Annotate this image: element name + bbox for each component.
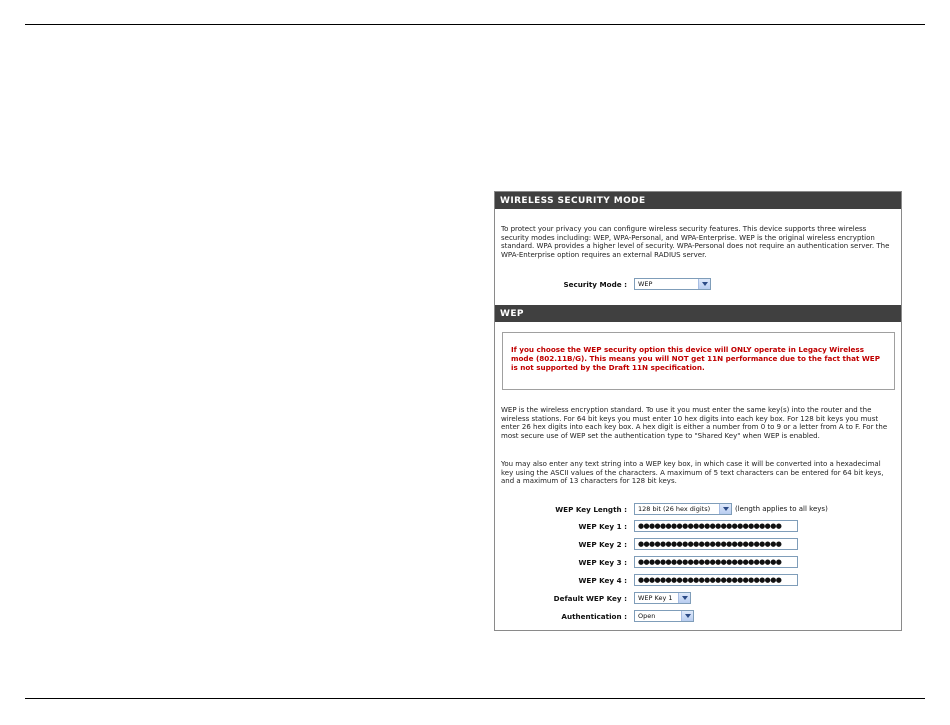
wep-description: WEP is the wireless encryption standard. To use it you must enter the same key(s) into the router and the wireless stations. For 64 bit keys you must enter 10 hex digits into each key box. For 128 bit keys you must enter 26 hex digits into each key box. A hex digit is either a number from 0 to 9 or a letter from A to F. For the most secure use of WEP set the authentication type to "Shared Key" when WEP is enabled. bbox=[501, 406, 888, 441]
wep-key-4-input[interactable]: ●●●●●●●●●●●●●●●●●●●●●●●●●● bbox=[634, 574, 798, 586]
wep-warning-box bbox=[502, 332, 895, 390]
authentication-value: Open bbox=[638, 612, 656, 620]
wep-key-4-label: WEP Key 4 : bbox=[578, 576, 627, 585]
wep-key-1-input[interactable]: ●●●●●●●●●●●●●●●●●●●●●●●●●● bbox=[634, 520, 798, 532]
security-mode-description: To protect your privacy you can configure wireless security features. This device supports three wireless security modes including: WEP, WPA-Personal, and WPA-Enterprise. WEP is the original wireless encryption standard. WPA provides a higher level of security. WPA-Personal does not require an authentication server. The WPA-Enterprise option requires an external RADIUS server. bbox=[501, 225, 890, 260]
wep-key-4-row bbox=[495, 574, 901, 588]
wep-key-2-row bbox=[495, 538, 901, 552]
wep-key-length-select[interactable] bbox=[634, 503, 732, 515]
wep-key-2-label: WEP Key 2 : bbox=[578, 540, 627, 549]
security-mode-value: WEP bbox=[638, 280, 653, 288]
top-divider bbox=[25, 24, 925, 25]
default-wep-key-value: WEP Key 1 bbox=[638, 594, 673, 602]
wep-text-key-description: You may also enter any text string into a WEP key box, in which case it will be converted into a hexadecimal key using the ASCII values of the characters. A maximum of 5 text characters can be entered for 64 bit keys, and a maximum of 13 characters for 128 bit keys. bbox=[501, 460, 884, 486]
wep-key-3-row bbox=[495, 556, 901, 570]
authentication-row bbox=[495, 610, 901, 624]
wep-key-length-row bbox=[495, 503, 901, 517]
wep-header: WEP bbox=[495, 305, 901, 322]
chevron-down-icon[interactable] bbox=[719, 504, 731, 514]
wep-key-length-label: WEP Key Length : bbox=[555, 505, 627, 514]
wireless-security-mode-header: WIRELESS SECURITY MODE bbox=[495, 192, 901, 209]
default-wep-key-row bbox=[495, 592, 901, 606]
security-mode-select[interactable] bbox=[634, 278, 711, 290]
wep-key-3-input[interactable]: ●●●●●●●●●●●●●●●●●●●●●●●●●● bbox=[634, 556, 798, 568]
wireless-security-panel bbox=[494, 191, 902, 631]
authentication-label: Authentication : bbox=[561, 612, 627, 621]
wep-key-1-label: WEP Key 1 : bbox=[578, 522, 627, 531]
wep-key-length-note: (length applies to all keys) bbox=[735, 505, 828, 513]
chevron-down-icon[interactable] bbox=[698, 279, 710, 289]
chevron-down-icon[interactable] bbox=[681, 611, 693, 621]
wep-key-3-label: WEP Key 3 : bbox=[578, 558, 627, 567]
wep-key-length-value: 128 bit (26 hex digits) bbox=[638, 505, 711, 513]
default-wep-key-label: Default WEP Key : bbox=[553, 594, 627, 603]
wep-key-1-row bbox=[495, 520, 901, 534]
security-mode-row bbox=[495, 278, 901, 292]
wep-warning-text: If you choose the WEP security option this device will ONLY operate in Legacy Wireless mode (802.11B/G). This means you will NOT get 11N performance due to the fact that WEP is not supported by the Draft 11N specification. bbox=[511, 345, 880, 372]
default-wep-key-select[interactable] bbox=[634, 592, 691, 604]
chevron-down-icon[interactable] bbox=[678, 593, 690, 603]
authentication-select[interactable] bbox=[634, 610, 694, 622]
wep-key-2-input[interactable]: ●●●●●●●●●●●●●●●●●●●●●●●●●● bbox=[634, 538, 798, 550]
bottom-divider bbox=[25, 698, 925, 699]
security-mode-label: Security Mode : bbox=[563, 280, 627, 289]
